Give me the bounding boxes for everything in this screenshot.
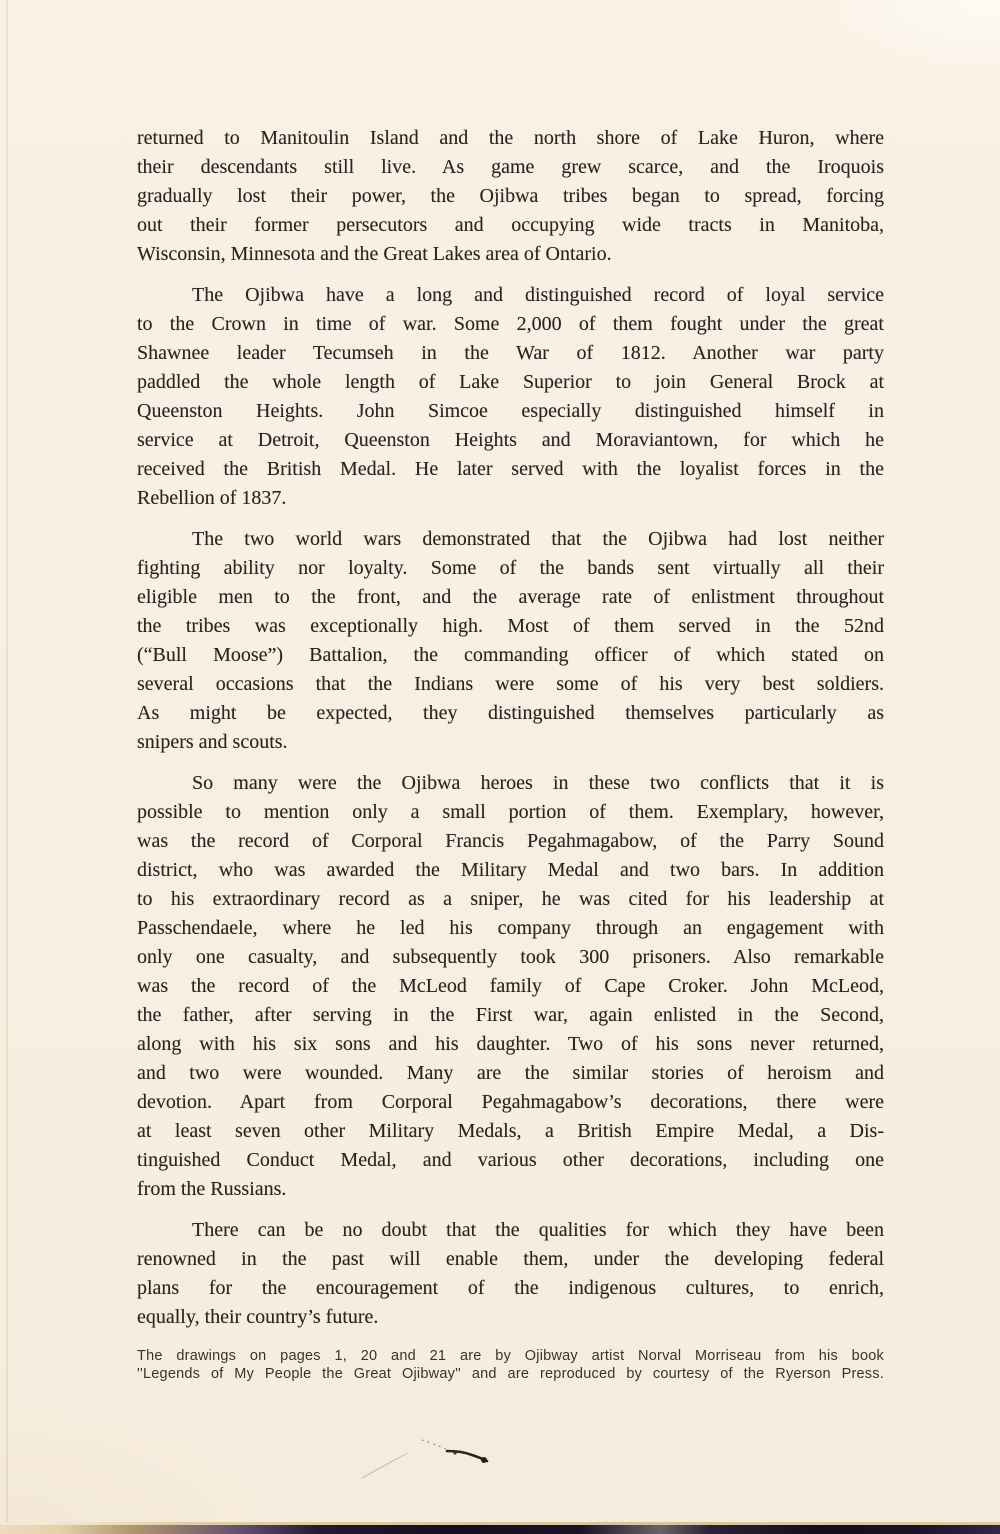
text-line: plans for the encouragement of the indigenous cultures, to enrich, xyxy=(137,1277,884,1299)
text-line: service at Detroit, Queenston Heights and Moraviantown, for which he xyxy=(137,429,884,451)
paragraph xyxy=(137,124,884,269)
text-line: district, who was awarded the Military Medal and two bars. In addition xyxy=(137,859,884,881)
text-line: eligible men to the front, and the average rate of enlistment throughout xyxy=(137,586,884,608)
page-left-edge xyxy=(6,0,8,1522)
text-line: to the Crown in time of war. Some 2,000 of them fought under the great xyxy=(137,313,884,335)
text-line: renowned in the past will enable them, under the developing federal xyxy=(137,1248,884,1270)
paragraph xyxy=(137,281,884,513)
text-line: out their former persecutors and occupying wide tracts in Manitoba, xyxy=(137,214,884,236)
text-line: So many were the Ojibwa heroes in these two conflicts that it is xyxy=(192,772,884,794)
text-line: Rebellion of 1837. xyxy=(137,487,287,509)
text-line: equally, their country’s future. xyxy=(137,1306,379,1328)
footnote-line: ''Legends of My People the Great Ojibway'' and are reproduced by courtesy of the Ryerson Press. xyxy=(137,1365,884,1382)
text-line: devotion. Apart from Corporal Pegahmagabow’s decorations, there were xyxy=(137,1091,884,1113)
paragraph xyxy=(137,1216,884,1332)
text-line: possible to mention only a small portion of them. Exemplary, however, xyxy=(137,801,884,823)
text-line: Wisconsin, Minnesota and the Great Lakes area of Ontario. xyxy=(137,243,612,265)
text-line: received the British Medal. He later served with the loyalist forces in the xyxy=(137,458,884,480)
text-line: There can be no doubt that the qualities for which they have been xyxy=(192,1219,884,1241)
text-line: their descendants still live. As game grew scarce, and the Iroquois xyxy=(137,156,884,178)
text-line: snipers and scouts. xyxy=(137,731,288,753)
text-line: paddled the whole length of Lake Superior to join General Brock at xyxy=(137,371,884,393)
text-line: returned to Manitoulin Island and the north shore of Lake Huron, where xyxy=(137,127,884,149)
text-line: several occasions that the Indians were some of his very best soldiers. xyxy=(137,673,884,695)
text-line: Passchendaele, where he led his company through an engagement with xyxy=(137,917,884,939)
text-line: The Ojibwa have a long and distinguished record of loyal service xyxy=(192,284,884,306)
text-line: only one casualty, and subsequently took 300 prisoners. Also remarkable xyxy=(137,946,884,968)
text-line: the tribes was exceptionally high. Most of them served in the 52nd xyxy=(137,615,884,637)
text-line: As might be expected, they distinguished themselves particularly as xyxy=(137,702,884,724)
paragraph xyxy=(137,525,884,757)
footnote-line: The drawings on pages 1, 20 and 21 are by Ojibway artist Norval Morriseau from his book xyxy=(137,1348,884,1364)
text-line: was the record of Corporal Francis Pegahmagabow, of the Parry Sound xyxy=(137,830,884,852)
text-line: Queenston Heights. John Simcoe especially distinguished himself in xyxy=(137,400,884,422)
text-line: fighting ability nor loyalty. Some of the bands sent virtually all their xyxy=(137,557,884,579)
text-line: was the record of the McLeod family of Cape Croker. John McLeod, xyxy=(137,975,884,997)
text-line: from the Russians. xyxy=(137,1178,287,1200)
ink-smudge xyxy=(350,1430,510,1490)
text-line: (“Bull Moose”) Battalion, the commanding officer of which stated on xyxy=(137,644,884,666)
text-line: to his extraordinary record as a sniper, he was cited for his leadership at xyxy=(137,888,884,910)
text-line: at least seven other Military Medals, a British Empire Medal, a Dis- xyxy=(137,1120,884,1142)
text-line: the father, after serving in the First war, again enlisted in the Second, xyxy=(137,1004,884,1026)
text-line: gradually lost their power, the Ojibwa tribes began to spread, forcing xyxy=(137,185,884,207)
footnote xyxy=(137,1348,884,1383)
page-bottom-edge xyxy=(0,1525,1000,1534)
page-content xyxy=(137,124,884,1383)
paragraph xyxy=(137,769,884,1204)
text-line: Shawnee leader Tecumseh in the War of 1812. Another war party xyxy=(137,342,884,364)
text-line: tinguished Conduct Medal, and various other decorations, including one xyxy=(137,1149,884,1171)
text-line: along with his six sons and his daughter. Two of his sons never returned, xyxy=(137,1033,884,1055)
text-line: The two world wars demonstrated that the Ojibwa had lost neither xyxy=(192,528,884,550)
text-line: and two were wounded. Many are the similar stories of heroism and xyxy=(137,1062,884,1084)
